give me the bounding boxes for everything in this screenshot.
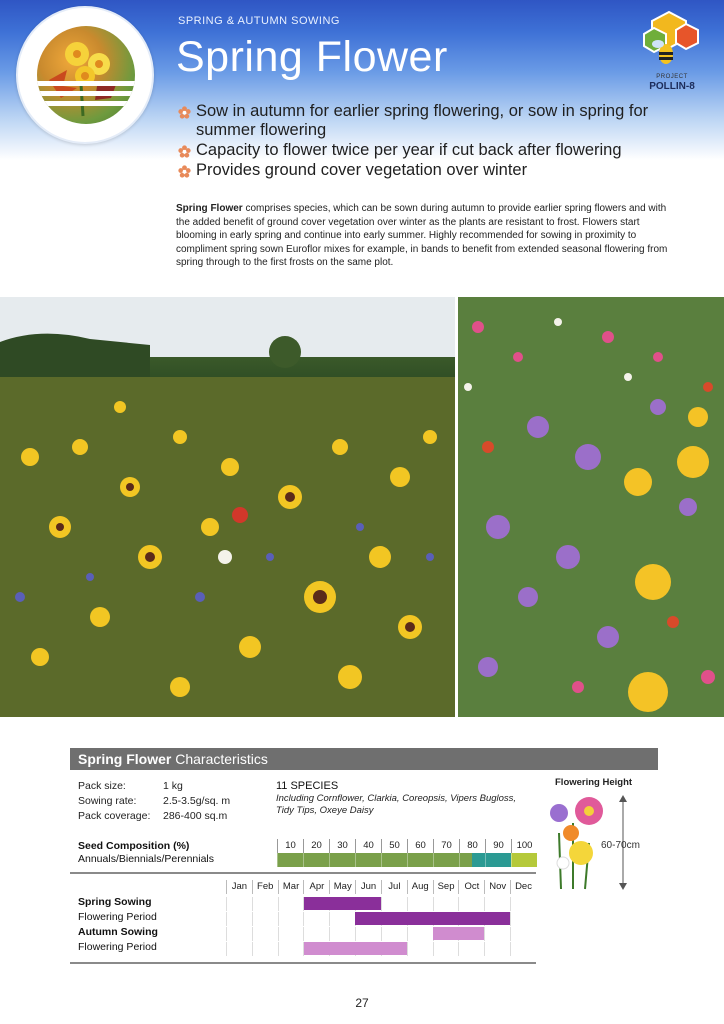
calendar-row-grid xyxy=(226,897,536,911)
bullet-item xyxy=(176,161,706,180)
seed-segment-biennials xyxy=(472,853,511,867)
flowering-height-value: 60-70cm xyxy=(601,840,640,851)
seed-composition-sublabel: Annuals/Biennials/Perennials xyxy=(78,852,215,865)
seed-scale-tick: 30 xyxy=(329,839,355,853)
calendar-months xyxy=(226,880,536,894)
seed-segment-annuals xyxy=(277,853,472,867)
month-label: Nov xyxy=(484,880,510,894)
pollin8-logo xyxy=(636,10,702,72)
bullet-text: Provides ground cover vegetation over winter xyxy=(196,161,528,179)
yellow-coreopsis-field-image xyxy=(0,297,455,717)
pack-size-value: 1 kg xyxy=(163,780,183,792)
month-label: Jan xyxy=(226,880,252,894)
sowing-rate-value: 2.5-3.5g/sq. m xyxy=(163,795,231,807)
month-label: Dec xyxy=(510,880,536,894)
calendar-period-bar xyxy=(433,927,485,940)
bee-hexagon-icon xyxy=(636,10,702,72)
bullet-text: Sow in autumn for earlier spring flowering, or sow in spring for summer flowering xyxy=(196,102,649,139)
calendar-row-label: Autumn Sowing xyxy=(78,926,158,938)
flowering-height-flowers-icon xyxy=(545,793,605,893)
page-number: 27 xyxy=(355,996,369,1010)
characteristics-section xyxy=(70,748,658,770)
month-label: Jun xyxy=(355,880,381,894)
bullet-item xyxy=(176,102,706,140)
sowing-rate-label: Sowing rate: xyxy=(78,795,137,807)
month-label: Aug xyxy=(407,880,433,894)
characteristics-title-bold: Spring Flower xyxy=(78,751,172,767)
pack-size-label: Pack size: xyxy=(78,780,126,792)
meadow-photo-right xyxy=(458,297,724,717)
calendar-row-grid xyxy=(226,927,536,941)
logo-flowers-icon xyxy=(37,26,135,124)
flower-bullet-icon xyxy=(178,165,191,178)
seed-scale-tick: 80 xyxy=(459,839,485,853)
pack-coverage-value: 286-400 sq.m xyxy=(163,810,228,822)
month-label: Feb xyxy=(252,880,278,894)
species-count: 11 SPECIES xyxy=(276,780,339,792)
calendar-row-label: Flowering Period xyxy=(78,941,157,953)
project-label: PROJECT xyxy=(656,74,688,80)
month-label: May xyxy=(329,880,355,894)
divider-rule xyxy=(70,962,536,964)
pack-coverage-label: Pack coverage: xyxy=(78,810,151,822)
bullet-text: Capacity to flower twice per year if cut back after flowering xyxy=(196,141,622,159)
species-list: Including Cornflower, Clarkia, Coreopsis, Vipers Bugloss, Tidy Tips, Oxeye Daisy xyxy=(276,793,517,816)
seed-composition-bar xyxy=(277,853,537,867)
description-lead: Spring Flower xyxy=(176,203,243,214)
seed-scale-tick: 90 xyxy=(485,839,511,853)
seed-scale-tick: 20 xyxy=(303,839,329,853)
seed-composition-label xyxy=(78,840,214,865)
seed-scale-tick: 70 xyxy=(433,839,459,853)
seed-composition-title: Seed Composition (%) xyxy=(78,840,190,852)
seed-scale-tick: 40 xyxy=(355,839,381,853)
month-label: Mar xyxy=(278,880,304,894)
flowering-height-title: Flowering Height xyxy=(555,777,633,788)
seed-scale-tick: 60 xyxy=(407,839,433,853)
description-text: comprises species, which can be sown during autumn to provide earlier spring flowers and with the added benefit of ground cover vegetation over winter as the plants are resistant to frost. Flowers start blooming in early spring and continue into early summer. Highly recommended for sowing in proximity to compliment spring sown Euroflor mixes for example, in bands to benefit from extended seasonal flowering from spring through to the first frosts on the same plot. xyxy=(176,203,668,268)
description-paragraph xyxy=(176,202,668,270)
calendar-period-bar xyxy=(355,912,510,925)
month-label: Jul xyxy=(381,880,407,894)
seed-segment-perennials xyxy=(511,853,537,867)
calendar-row-label: Flowering Period xyxy=(78,911,157,923)
section-kicker: SPRING & AUTUMN SOWING xyxy=(178,15,340,27)
divider-rule xyxy=(70,872,536,874)
characteristics-header xyxy=(70,748,658,770)
feature-bullets xyxy=(176,102,706,181)
seed-scale-tick: 50 xyxy=(381,839,407,853)
calendar-period-bar xyxy=(304,942,407,955)
logo-flower-image xyxy=(37,26,135,124)
pollin8-label xyxy=(636,72,708,92)
calendar-row-label: Spring Sowing xyxy=(78,896,152,908)
seed-composition-scale xyxy=(277,839,537,853)
flower-bullet-icon xyxy=(178,145,191,158)
page-title: Spring Flower xyxy=(176,33,448,81)
spring-autumn-logo xyxy=(16,6,154,144)
seed-scale-tick: 10 xyxy=(277,839,303,853)
flower-bullet-icon xyxy=(178,106,191,119)
seed-scale-tick: 100 xyxy=(511,839,537,853)
characteristics-title-rest: Characteristics xyxy=(171,751,268,767)
pollin8-name: POLLIN-8 xyxy=(649,81,695,92)
month-label: Apr xyxy=(303,880,329,894)
meadow-photo-left xyxy=(0,297,455,717)
cornflower-marigold-image xyxy=(458,297,724,717)
month-label: Sep xyxy=(433,880,459,894)
month-label: Oct xyxy=(458,880,484,894)
bullet-item xyxy=(176,141,706,160)
calendar-period-bar xyxy=(304,897,382,910)
